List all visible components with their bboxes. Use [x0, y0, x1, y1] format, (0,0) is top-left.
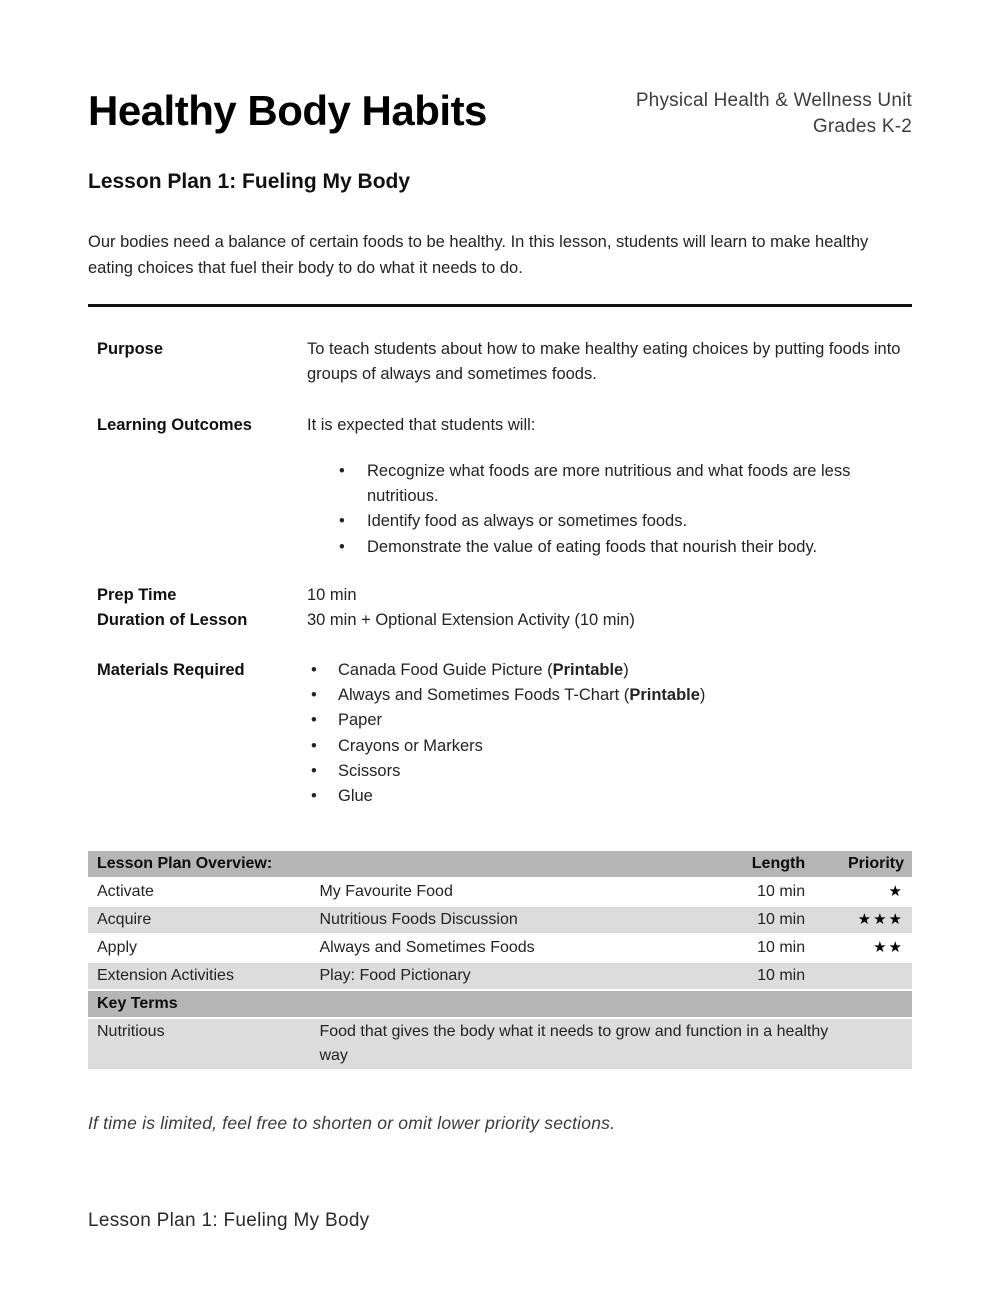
- outcome-item: • Demonstrate the value of eating foods that nourish their body.: [339, 535, 884, 560]
- activity-cell: My Favourite Food: [310, 878, 730, 906]
- divider-rule: [88, 304, 912, 307]
- lesson-overview-table: [88, 851, 912, 1071]
- material-item: • Canada Food Guide Picture (Printable): [311, 658, 907, 683]
- table-row: [88, 934, 912, 962]
- purpose-row: [88, 337, 912, 388]
- definition-cell: Food that gives the body what it needs to grow and function in a healthy way: [310, 1018, 912, 1070]
- priority-stars: [813, 962, 912, 990]
- unit-info: [636, 88, 912, 140]
- length-column-header: Length: [731, 851, 813, 878]
- unit-name: Physical Health & Wellness Unit: [635, 90, 912, 111]
- table-header-row: [88, 851, 912, 878]
- key-term-row: [88, 1018, 912, 1070]
- page-header: [88, 88, 912, 140]
- page-footer: Lesson Plan 1: Fueling My Body: [88, 1210, 370, 1231]
- prep-time-row: [88, 583, 912, 608]
- purpose-label: Purpose: [97, 340, 164, 358]
- materials-label: Materials Required: [97, 660, 245, 679]
- activity-cell: Play: Food Pictionary: [310, 962, 730, 990]
- prep-time-value: 10 min: [307, 586, 357, 605]
- priority-stars: ★★★: [813, 906, 912, 934]
- phase-cell: Activate: [88, 878, 310, 906]
- material-item: • Paper: [311, 708, 907, 733]
- key-terms-label: Key Terms: [88, 990, 912, 1018]
- term-cell: Nutritious: [88, 1018, 310, 1070]
- materials-row: [88, 658, 912, 810]
- document-title: Healthy Body Habits: [88, 87, 487, 134]
- table-row: [88, 962, 912, 990]
- priority-stars: ★★: [813, 934, 912, 962]
- outcome-item: • Identify food as always or sometimes foods.: [339, 509, 884, 534]
- overview-title: Lesson Plan Overview:: [88, 851, 731, 878]
- materials-list: [307, 658, 907, 810]
- learning-outcomes-label: Learning Outcomes: [97, 415, 252, 434]
- learning-outcomes-row: [88, 413, 912, 560]
- outcomes-list: [307, 459, 907, 560]
- material-item: • Glue: [311, 784, 907, 809]
- outcome-item: • Recognize what foods are more nutritious and what foods are less nutritious.: [339, 459, 884, 510]
- phase-cell: Acquire: [88, 906, 310, 934]
- duration-label: Duration of Lesson: [97, 611, 248, 630]
- details-section: [88, 337, 912, 809]
- prep-time-label: Prep Time: [97, 586, 177, 605]
- table-row: [88, 906, 912, 934]
- phase-cell: Extension Activities: [88, 962, 310, 990]
- intro-paragraph: Our bodies need a balance of certain foods to be healthy. In this lesson, students will learn to make healthy eating choices that fuel their body to do what it needs to do.: [88, 233, 869, 277]
- duration-value: 30 min + Optional Extension Activity (10 min): [307, 611, 635, 630]
- material-item: • Scissors: [311, 759, 907, 784]
- materials-content: [307, 658, 907, 810]
- activity-cell: Nutritious Foods Discussion: [310, 906, 730, 934]
- grade-range: Grades K-2: [812, 116, 912, 137]
- duration-row: [88, 608, 912, 633]
- priority-note: If time is limited, feel free to shorten or omit lower priority sections.: [88, 1113, 616, 1134]
- key-terms-header-row: [88, 990, 912, 1018]
- activity-cell: Always and Sometimes Foods: [310, 934, 730, 962]
- priority-column-header: Priority: [813, 851, 912, 878]
- purpose-text: To teach students about how to make healthy eating choices by putting foods into groups of always and sometimes foods.: [307, 340, 901, 384]
- outcomes-intro: It is expected that students will:: [307, 415, 536, 434]
- table-row: [88, 878, 912, 906]
- length-cell: 10 min: [731, 962, 813, 990]
- length-cell: 10 min: [731, 906, 813, 934]
- material-item: • Crayons or Markers: [311, 734, 907, 759]
- material-item: • Always and Sometimes Foods T-Chart (Printable): [311, 683, 907, 708]
- length-cell: 10 min: [731, 934, 813, 962]
- learning-outcomes-content: [307, 413, 907, 560]
- lesson-heading: Lesson Plan 1: Fueling My Body: [88, 170, 411, 193]
- phase-cell: Apply: [88, 934, 310, 962]
- length-cell: 10 min: [731, 878, 813, 906]
- priority-stars: ★: [813, 878, 912, 906]
